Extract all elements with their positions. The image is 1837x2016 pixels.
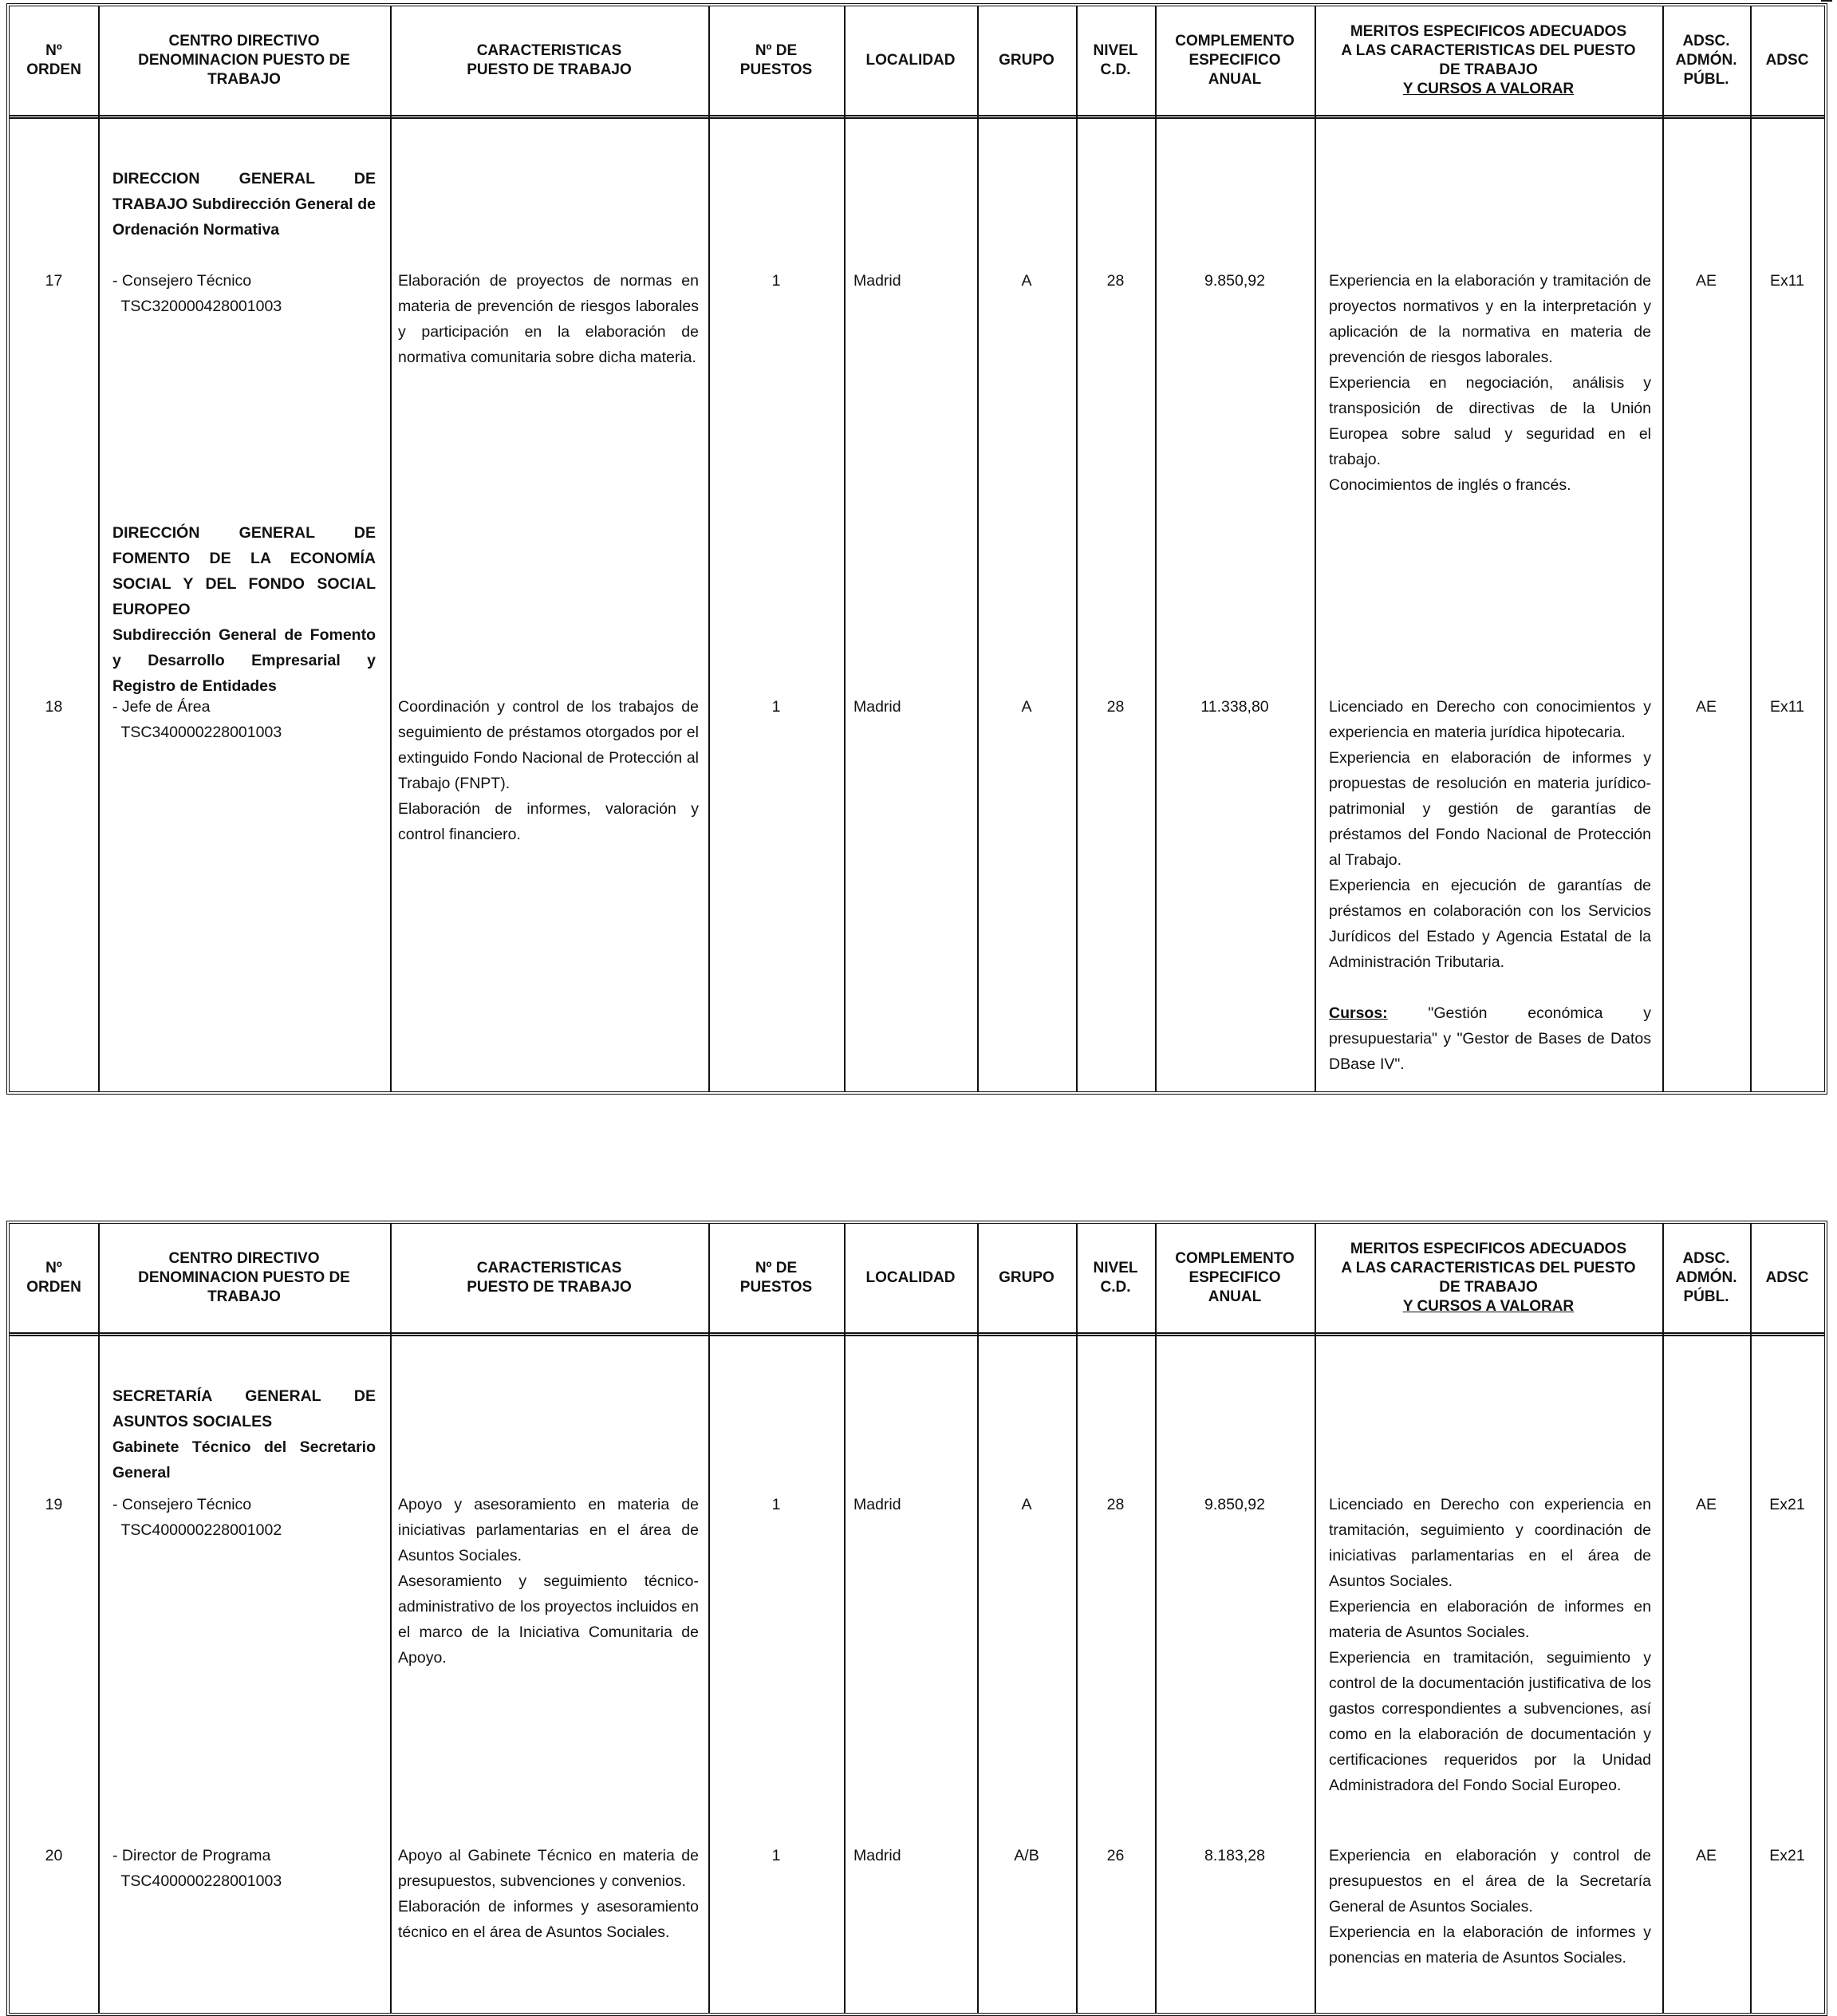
column-divider [1155,1224,1157,2013]
header-nivel: NIVEL C.D. [1093,42,1138,78]
column-divider [1076,6,1078,1091]
row-19-caracteristicas: Apoyo y asesoramiento en materia de iniciativas parlamentarias en el área de Asuntos Sociales. Asesoramiento y seguimiento técnico-administrativo de los proyectos incluidos en el marco de la Iniciativa Comunitaria de Apoyo. [398,1496,699,1667]
column-divider [844,6,846,1091]
header-centro-directivo: CENTRO DIRECTIVO DENOMINACION PUESTO DE TRABAJO [138,33,350,88]
row-17-centro-directivo: DIRECCION GENERAL DE TRABAJO Subdirección General de Ordenación Normativa [112,170,376,239]
row-18-centro-directivo: DIRECCIÓN GENERAL DE FOMENTO DE LA ECONOMÍA SOCIAL Y DEL FONDO SOCIAL EUROPEO Subdirección General de Fomento y Desarrollo Empresarial y Registro de Entidades [112,524,376,695]
row-20-orden: 20 [45,1847,63,1864]
row-17-localidad: Madrid [853,272,901,290]
header-grupo: GRUPO [999,52,1055,69]
header-centro-directivo: CENTRO DIRECTIVO DENOMINACION PUESTO DE TRABAJO [138,1250,350,1305]
column-divider [1315,1224,1316,2013]
row-17-puesto: - Consejero Técnico TSC320000428001003 [112,272,282,315]
column-divider [1315,6,1316,1091]
row-18-caracteristicas: Coordinación y control de los trabajos de seguimiento de préstamos otorgados por el extinguido Fondo Nacional de Protección al Trabajo (FNPT). Elaboración de informes, valoración y control financiero. [398,698,699,843]
header-meritos-cursos: Y CURSOS A VALORAR [1402,1298,1575,1315]
row-19-complemento: 9.850,92 [1204,1496,1265,1513]
row-19-num-puestos: 1 [771,1496,781,1513]
row-18-cursos-label: Cursos: [1329,1004,1388,1022]
row-20-num-puestos: 1 [771,1847,781,1864]
row-17-adsc: Ex11 [1770,272,1804,290]
row-20-complemento: 8.183,28 [1204,1847,1265,1864]
row-19-adsc-admon: AE [1695,1496,1717,1513]
column-divider [1662,1224,1664,2013]
row-17-nivel: 28 [1106,272,1125,290]
row-20-puesto: - Director de Programa TSC400000228001003 [112,1847,282,1890]
row-18-grupo: A [1021,698,1032,716]
header-grupo: GRUPO [999,1269,1055,1286]
header-separator [10,115,1824,119]
row-17-complemento: 9.850,92 [1204,272,1265,290]
row-18-orden: 18 [45,698,63,716]
header-orden: Nº ORDEN [26,42,81,78]
column-divider [708,1224,710,2013]
header-adsc-admon: ADSC. ADMÓN. PÚBL. [1675,1250,1737,1305]
row-19-adsc: Ex21 [1769,1496,1805,1513]
row-17-caracteristicas: Elaboración de proyectos de normas en materia de prevención de riesgos laborales y participación en la elaboración de normativa comunitaria sobre dicha materia. [398,272,699,366]
header-orden: Nº ORDEN [26,1260,81,1296]
row-19-meritos: Licenciado en Derecho con experiencia en tramitación, seguimiento y coordinación de iniciativas parlamentarias en el área de Asuntos Sociales. Experiencia en elaboración de informes en materia de Asuntos Sociales. Experiencia en tramitación, seguimiento y control de la documentación justificativa de los gastos correspondientes a subvenciones, así como en la elaboración de documentación y certificaciones requeridos por la Unidad Administradora del Fondo Social Europeo. [1329,1496,1651,1794]
column-divider [390,1224,392,2013]
row-20-grupo: A/B [1014,1847,1039,1864]
column-divider [390,6,392,1091]
row-19-nivel: 28 [1106,1496,1125,1513]
column-divider [1750,6,1752,1091]
column-divider [98,6,100,1091]
row-20-meritos: Experiencia en elaboración y control de presupuestos en el área de la Secretaría General de Asuntos Sociales. Experiencia en la elaboración de informes y ponencias en materia de Asuntos Sociales. [1329,1847,1651,1967]
header-meritos-cursos: Y CURSOS A VALORAR [1402,81,1575,97]
row-19-orden: 19 [45,1496,63,1513]
column-divider [1750,1224,1752,2013]
row-18-num-puestos: 1 [771,698,781,716]
header-meritos [1315,11,1662,110]
header-complemento: COMPLEMENTO ESPECIFICO ANUAL [1175,1250,1295,1305]
row-20-nivel: 26 [1106,1847,1125,1864]
row-19-puesto: - Consejero Técnico TSC400000228001002 [112,1496,282,1539]
row-17-grupo: A [1021,272,1032,290]
row-17-adsc-admon: AE [1695,272,1717,290]
header-separator [10,1332,1824,1336]
header-localidad: LOCALIDAD [865,52,956,69]
row-18-localidad: Madrid [853,698,901,716]
header-complemento: COMPLEMENTO ESPECIFICO ANUAL [1175,33,1295,88]
column-divider [977,6,979,1091]
column-divider [98,1224,100,2013]
row-20-adsc: Ex21 [1769,1847,1805,1864]
column-divider [844,1224,846,2013]
row-17-num-puestos: 1 [771,272,781,290]
row-18-complemento: 11.338,80 [1200,698,1269,716]
row-17-orden: 17 [45,272,63,290]
column-divider [1076,1224,1078,2013]
row-17-meritos: Experiencia en la elaboración y tramitación de proyectos normativos y en la interpretación y aplicación de la normativa en materia de prevención de riesgos laborales. Experiencia en negociación, análisis y transposición de directivas de la Unión Europea sobre salud y seguridad en el trabajo. Conocimientos de inglés o francés. [1329,272,1651,494]
header-meritos-text: MERITOS ESPECIFICOS ADECUADOS A LAS CARACTERISTICAS DEL PUESTO DE TRABAJO [1341,23,1636,78]
row-19-localidad: Madrid [853,1496,901,1513]
header-adsc: ADSC [1765,52,1809,69]
header-meritos [1315,1229,1662,1328]
job-table-1 [6,3,1827,1095]
header-num-puestos: Nº DE PUESTOS [739,1260,813,1296]
row-18-cursos [1329,1000,1651,1077]
header-caracteristicas: CARACTERISTICAS PUESTO DE TRABAJO [467,1260,632,1296]
row-19-grupo: A [1021,1496,1032,1513]
row-20-adsc-admon: AE [1695,1847,1717,1864]
job-table-2 [6,1221,1827,2016]
row-18-cursos-text: "Gestión económica y presupuestaria" y "Gestor de Bases de Datos DBase IV". [1329,1004,1651,1073]
row-20-caracteristicas: Apoyo al Gabinete Técnico en materia de presupuestos, subvenciones y convenios. Elaboración de informes y asesoramiento técnico en el área de Asuntos Sociales. [398,1847,699,1941]
row-18-adsc-admon: AE [1695,698,1717,716]
column-divider [708,6,710,1091]
header-meritos-text: MERITOS ESPECIFICOS ADECUADOS A LAS CARACTERISTICAS DEL PUESTO DE TRABAJO [1341,1241,1636,1296]
header-adsc-admon: ADSC. ADMÓN. PÚBL. [1675,33,1737,88]
header-adsc: ADSC [1765,1269,1809,1286]
row-18-adsc: Ex11 [1770,698,1804,716]
row-18-puesto: - Jefe de Área TSC340000228001003 [112,698,282,741]
row-20-localidad: Madrid [853,1847,901,1864]
header-num-puestos: Nº DE PUESTOS [739,42,813,78]
row-19-centro-directivo: SECRETARÍA GENERAL DE ASUNTOS SOCIALES Gabinete Técnico del Secretario General [112,1387,376,1481]
column-divider [1662,6,1664,1091]
header-localidad: LOCALIDAD [865,1269,956,1286]
column-divider [977,1224,979,2013]
header-caracteristicas: CARACTERISTICAS PUESTO DE TRABAJO [467,42,632,78]
row-18-meritos: Licenciado en Derecho con conocimientos y experiencia en materia jurídica hipotecaria. Experiencia en elaboración de informes y propuestas de resolución en materia jurídico-patrimonial y gestión de garantías de préstamos del Fondo Nacional de Protección al Trabajo. Experiencia en ejecución de garantías de préstamos en colaboración con los Servicios Jurídicos del Estado y Agencia Estatal de la Administración Tributaria. [1329,698,1651,971]
column-divider [1155,6,1157,1091]
row-18-nivel: 28 [1106,698,1125,716]
header-nivel: NIVEL C.D. [1093,1260,1138,1296]
